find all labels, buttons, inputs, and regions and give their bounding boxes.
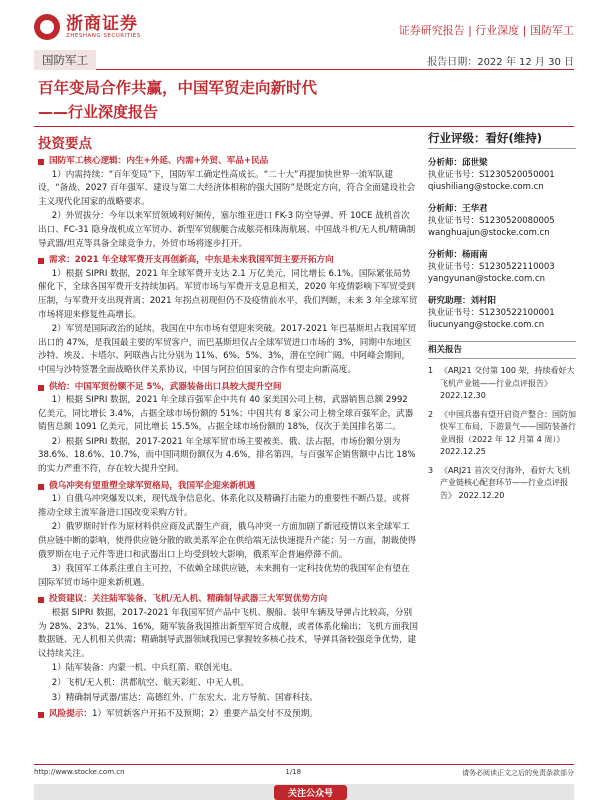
report-title: 百年变局合作共赢，中国军贸走向新时代 (38, 79, 318, 97)
analyst-card (428, 157, 576, 193)
related-report[interactable]: 2 《中国兵器有望开启资产整合：国防加快军工布局，下游景气——国防装备行业周报（2022 年 12 月第 4 周）》 2022.12.25 (428, 409, 576, 456)
bottom-banner (34, 784, 574, 800)
bullet-investment-advice: 投资建议：关注陆军装备、飞机/无人机、精确制导武器三大军贸优势方向 (38, 593, 418, 607)
report-header (0, 0, 600, 56)
bullet-demand: 需求：2021 年全球军费开支再创新高，中东是未来我国军贸主要开拓方向 (38, 254, 418, 268)
square-bullet-icon (38, 258, 44, 264)
analyst-name: 分析师：杨雨南 (428, 250, 488, 260)
section-title: 投资要点 (38, 136, 92, 152)
square-bullet-icon (38, 712, 44, 718)
analyst-email[interactable]: qiushiliang@stocke.com.cn (428, 182, 544, 192)
list-item: 1）陆军装备：内蒙一机、中兵红箭、联创光电。 (51, 663, 238, 674)
related-report[interactable]: 1 《ARJ21 交付第 100 架，持续看好大飞机产业链——行业点评报告》 2022.12.30 (428, 366, 575, 400)
square-bullet-icon (38, 159, 44, 165)
paragraph: 根据 SIPRI 数据，2017-2021 年我国军贸产品中飞机、舰船、装甲车辆及导弹占比较高，分别为 28%、23%、21%、16%，随军装备我国推出新型军贸合成舰，或者体系化输出；飞机方面我国数据链、无人机相关供需；精确制导武器领域我国已掌握较多核心技术，导弹具备较强竞争优势，建议持续关注。 (38, 608, 418, 659)
sector-band (34, 50, 574, 70)
logo-name-cn: 浙商证券 (66, 14, 138, 34)
paragraph: 3）我国军工体系注重自主可控，不依赖全球供应链，未来拥有一定科技优势的我国军企有望在国际军贸市场中迎来新机遇。 (38, 564, 410, 588)
bullet-risk: 风险提示： 1）军贸新客户开拓不及预期；2）重要产品交付不及预期。 (38, 708, 418, 722)
disclaimer-note: 请务必阅读正文之后的免责条款部分 (461, 769, 574, 777)
company-logo (34, 14, 141, 40)
list-item: 2）飞机/无人机：洪都航空、航天彩虹、中无人机。 (51, 677, 250, 688)
report-date: 报告日期：2022 年 12 月 30 日 (427, 57, 574, 68)
analyst-license: 执业证书号：S1230520080005 (428, 216, 555, 226)
analyst-name: 分析师：王华君 (428, 204, 488, 214)
analyst-email[interactable]: wanghuajun@stocke.com.cn (428, 228, 550, 238)
analyst-license: 执业证书号：S1230522110003 (428, 262, 555, 272)
page-number: 1/18 (285, 768, 302, 776)
paragraph: 1）自俄乌冲突爆发以来，现代战争信息化、体系化以及精确打击能力的重要性不断凸显，或将推动全球主流军备进口国改变采购方针。 (38, 494, 410, 518)
paragraph: 2）军贸是国际政治的延续，我国在中东市场有望迎来突破。2017-2021 年巴基斯坦占我国军贸出口的 47%，是我国最主要的军贸客户，而巴基斯坦仅占全球军贸进口市场的 3%，同期中东地区沙特、埃及、卡塔尔、阿联酋占比分别为 11%、6%、5%、3%，潜在空间广阔。中阿峰会期间，中国与沙特签署全面战略伙伴关系协议，中国与阿拉伯国家的合作有望走向新高度。 (38, 324, 417, 375)
analyst-email[interactable]: liucunyang@stocke.com.cn (428, 320, 545, 330)
analyst-card (428, 249, 576, 285)
logo-emblem-icon (34, 14, 60, 40)
sidebar (428, 132, 576, 508)
analyst-card (428, 295, 576, 331)
logo-name-en: ZHESHANG SECURITIES (66, 33, 141, 39)
analyst-name: 分析师：邱世梁 (428, 158, 488, 168)
bullet-core-logic: 国防军工核心逻辑：内生+外延、内需+外贸、军品+民品 (38, 155, 418, 169)
sector-label: 国防军工 (34, 50, 96, 70)
page-footer (34, 764, 574, 778)
related-report[interactable]: 3 《ARJ21 首次交付海外，看好大飞机产业链核心配套环节——行业点评报告》 2022.12.20 (428, 465, 571, 500)
square-bullet-icon (38, 597, 44, 603)
follow-account-button[interactable]: 关注公众号 (274, 785, 347, 800)
analyst-email[interactable]: yangyunan@stocke.com.cn (428, 274, 546, 284)
report-subtitle: ——行业深度报告 (38, 103, 159, 121)
paragraph: 2）外贸拔分：今年以来军贸领域利好频传，塞尔维亚进口 FK-3 防空导弹、歼 10CE 战机首次出口、FC-31 隐身战机成立军贸办、新型军贸舰艇合成舷亮相珠海航展、中国战斗机/无人机/精确制导武器/坦克等具备全球竞争力，外贸市场将逐步打开。 (38, 211, 416, 249)
paragraph: 1）根据 SIPRI 数据，2021 年全球百强军企中共有 40 家美国公司上榜，武器销售总额 2992 亿美元，同比增长 3.4%，占据全球市场份额的 51%；中国共有 8 家公司上榜全球百强军企，武器销售总额 1091 亿美元，同比增长 15.5%，占据全球市场份额的 18%，仅次于美国排名第二。 (38, 395, 414, 433)
list-item: 3）精确制导武器/雷达：高德红外、广东宏大、北方导航、国睿科技。 (51, 692, 318, 703)
investment-highlights (38, 152, 418, 722)
analyst-license: 执业证书号：S1230520050001 (428, 170, 555, 180)
title-divider (34, 126, 574, 127)
paragraph: 1）根据 SIPRI 数据，2021 年全球军费开支达 2.1 万亿美元，同比增长 6.1%。国际紧张局势催化下，全球各国军费开支持续加码。军贸市场与军费开支息息相关，2020 年疫情影响下军贸受到压制，与军费开支出现背离；2021 年拐点初现但仍不及疫情前水平，我们判断，未来 3 年全球军贸市场将迎来修复性高增长。 (38, 268, 418, 320)
square-bullet-icon (38, 385, 44, 391)
report-category-links: 证券研究报告 | 行业深度 | 国防军工 (398, 24, 574, 37)
risk-text: 1）军贸新客户开拓不及预期；2）重要产品交付不及预期。 (91, 709, 318, 720)
paragraph: 2）俄罗斯时针作为原材料供应商及武器生产商，俄乌冲突一方面加剧了新冠疫情以来全球军工供应链中断的影响，使得供应链分散的欧美系军企在供给端无法快速提升产能；另一方面，制裁使得俄罗斯在电子元件等进口和武器出口上均受到较大影响，俄系军企普遍停滞不前。 (38, 522, 417, 560)
related-reports-heading: 相关报告 (428, 341, 576, 359)
analyst-license: 执业证书号：S1230522100001 (428, 308, 555, 318)
industry-rating: 行业评级：看好(维持) (428, 132, 576, 149)
square-bullet-icon (38, 484, 44, 490)
analyst-name: 研究助理：刘村阳 (428, 296, 497, 306)
paragraph: 2）根据 SIPRI 数据，2017-2021 年全球军贸市场主要被美、俄、法占据，市场份额分别为 38.6%、18.6%、10.7%，而中国同期份额仅为 4.6%，排名第四，与百强军企销售额中占比 18%的实力严重不符，存在较大提升空间。 (38, 436, 416, 475)
website-link[interactable]: http://www.stocke.com.cn (34, 768, 125, 776)
analyst-card (428, 203, 576, 239)
bullet-supply: 供给：中国军贸份额不足 5%，武器装备出口具较大提升空间 (38, 381, 418, 395)
bullet-conflict: 俄乌冲突有望重塑全球军贸格局，我国军企迎来新机遇 (38, 480, 418, 494)
paragraph: 1）内需持续：“百年变局”下，国防军工确定性高成长。“二十大”再提加快世界一流军队建设，“备战、2027 百年强军、建设与第二大经济体相称的强大国防”是既定方向，符合全面建设社会主义现代化国家的战略要求。 (38, 169, 416, 207)
